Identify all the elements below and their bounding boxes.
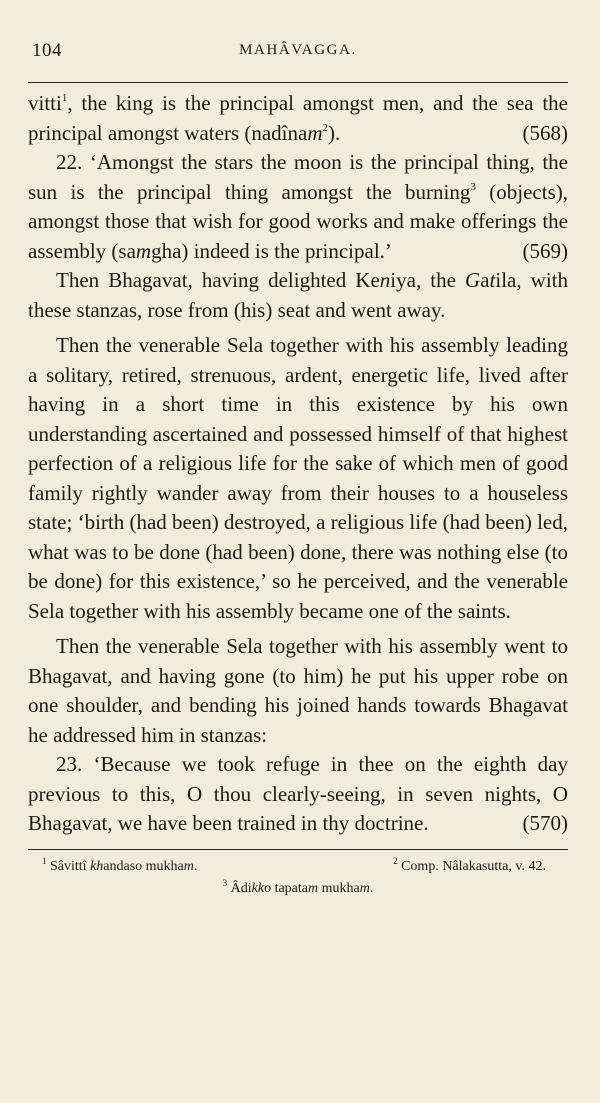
verse-number-569: (569) (522, 238, 568, 263)
footnote-3: $^3$ Âdikko tapatam mukham. (222, 877, 374, 896)
verse-number-568: (568) (522, 120, 568, 145)
page-number: 104 (32, 40, 62, 61)
footnotes (28, 856, 568, 900)
footnote-ref-3: 3 (470, 180, 476, 193)
running-title: MAHÂVAGGA. (239, 42, 357, 58)
paragraph-2: 22. ‘Amongst the stars the moon is the principal thing, the sun is the principal thing amongst the burning$^3$ (objects), amongst those that wish for good works and make offerings the assembly (samgha) indeed is the principal.’ (569) (28, 148, 568, 266)
paragraph-3: Then Bhagavat, having delighted Keniya, the Gatila, with these stanzas, rose from (his) seat and went away. (28, 268, 569, 322)
footnote-2: $^2$ Comp. Nâlakasutta, v. 42. (393, 855, 546, 874)
header-rule (28, 82, 568, 83)
verse-number-570: (570) (522, 811, 568, 835)
main-text (28, 89, 568, 839)
footnote-rule (28, 849, 568, 850)
page-header (28, 30, 568, 60)
footnote-1: $^1$ Sâvittî khandaso mukham. (42, 855, 198, 874)
paragraph-4: Then the venerable Sela together with his assembly leading a solitary, retired, strenuous, ardent, energetic life, lived after having in a short time in this existence by his own understanding ascertained and possessed himself of that highest perfection of a religious life for the sake of which men of good family rightly wander away from their houses to a houseless state; ‘birth (had been) destroyed, a religious life (had been) led, what was to be done (had been) done, there was nothing else (to be done) for this existence,’ so he perceived, and the venerable Sela together with his assembly became one of the saints. (28, 333, 568, 623)
paragraph-6: 23. ‘Because we took refuge in thee on the eighth day previous to this, O thou clearly-seeing, in seven nights, O Bhagavat, we have been trained in thy doctrine. (570) (28, 750, 568, 839)
footnote-ref-1: 1 (61, 92, 68, 104)
paragraph-1: vitti$^1$, the king is the principal amongst men, and the sea the principal amongst waters (nadînam$^2$). (568) (28, 89, 568, 148)
footnote-ref-2: 2 (322, 121, 328, 134)
paragraph-5: Then the venerable Sela together with his assembly went to Bhagavat, and having gone (to him) he put his upper robe on one shoulder, and bending his joined hands towards Bhagavat he addressed him in stanzas: (28, 634, 568, 747)
